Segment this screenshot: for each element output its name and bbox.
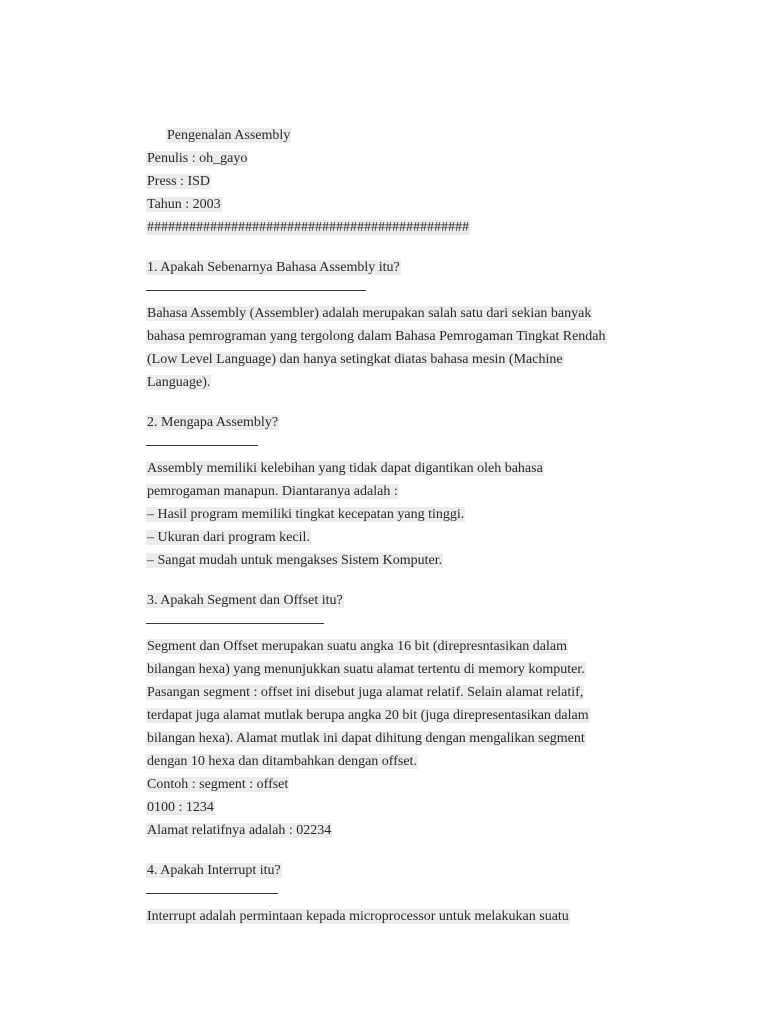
body-line bbox=[146, 905, 666, 928]
body-text: Pasangan segment : offset ini disebut juga alamat relatif. Selain alamat relatif, bbox=[147, 685, 584, 700]
body-line bbox=[146, 371, 666, 394]
press: Press : ISD bbox=[147, 174, 211, 189]
body-line bbox=[146, 681, 666, 704]
body-text: bahasa pemrograman yang tergolong dalam Bahasa Pemrogaman Tingkat Rendah bbox=[147, 329, 606, 344]
body-text: pemrogaman manapun. Diantaranya adalah : bbox=[147, 484, 398, 499]
body-text: (Low Level Language) dan hanya setingkat diatas bahasa mesin (Machine bbox=[147, 352, 563, 367]
section-gap bbox=[146, 394, 666, 411]
body-text: 0100 : 1234 bbox=[147, 800, 214, 815]
body-line bbox=[146, 750, 666, 773]
body-line bbox=[146, 503, 666, 526]
body-line bbox=[146, 302, 666, 325]
body-line bbox=[146, 704, 666, 727]
section-underline bbox=[146, 434, 666, 457]
body-text: Language). bbox=[147, 375, 211, 390]
body-line bbox=[146, 457, 666, 480]
body-text: Contoh : segment : offset bbox=[147, 777, 289, 792]
underline-stroke bbox=[146, 623, 324, 624]
underline-stroke bbox=[146, 893, 278, 894]
author: Penulis : oh_gayo bbox=[147, 151, 248, 166]
body-line bbox=[146, 727, 666, 750]
hash-divider: ############################################## bbox=[147, 220, 469, 235]
section-heading: 3. Apakah Segment dan Offset itu? bbox=[147, 593, 343, 608]
body-text: bilangan hexa). Alamat mutlak ini dapat dihitung dengan mengalikan segment bbox=[147, 731, 585, 746]
doc-title-line bbox=[146, 124, 666, 147]
document-page bbox=[146, 124, 666, 928]
sections-container bbox=[146, 239, 666, 928]
year-line bbox=[146, 193, 666, 216]
body-line bbox=[146, 635, 666, 658]
section-heading-line bbox=[146, 589, 666, 612]
body-line bbox=[146, 526, 666, 549]
section-underline bbox=[146, 612, 666, 635]
section-heading-line bbox=[146, 256, 666, 279]
press-line bbox=[146, 170, 666, 193]
section-gap bbox=[146, 842, 666, 859]
section-heading: 1. Apakah Sebenarnya Bahasa Assembly itu? bbox=[147, 260, 400, 275]
body-line bbox=[146, 480, 666, 503]
body-line bbox=[146, 658, 666, 681]
underline-stroke bbox=[146, 445, 258, 446]
body-line bbox=[146, 549, 666, 572]
body-line bbox=[146, 796, 666, 819]
body-text: Alamat relatifnya adalah : 02234 bbox=[147, 823, 332, 838]
body-text: – Ukuran dari program kecil. bbox=[147, 530, 310, 545]
body-line bbox=[146, 348, 666, 371]
section-gap bbox=[146, 572, 666, 589]
body-text: Interrupt adalah permintaan kepada microprocessor untuk melakukan suatu bbox=[147, 909, 569, 924]
body-text: terdapat juga alamat mutlak berupa angka 20 bit (juga direpresentasikan dalam bbox=[147, 708, 589, 723]
body-line bbox=[146, 773, 666, 796]
hash-divider-line bbox=[146, 216, 666, 239]
body-text: Bahasa Assembly (Assembler) adalah merupakan salah satu dari sekian banyak bbox=[147, 306, 592, 321]
body-text: dengan 10 hexa dan ditambahkan dengan offset. bbox=[147, 754, 417, 769]
body-text: Assembly memiliki kelebihan yang tidak dapat digantikan oleh bahasa bbox=[147, 461, 543, 476]
section-heading: 2. Mengapa Assembly? bbox=[147, 415, 279, 430]
body-text: Segment dan Offset merupakan suatu angka 16 bit (direpresntasikan dalam bbox=[147, 639, 568, 654]
underline-stroke bbox=[146, 290, 366, 291]
section-gap bbox=[146, 239, 666, 256]
section-underline bbox=[146, 279, 666, 302]
body-line bbox=[146, 819, 666, 842]
section-heading-line bbox=[146, 859, 666, 882]
section-heading: 4. Apakah Interrupt itu? bbox=[147, 863, 281, 878]
author-line bbox=[146, 147, 666, 170]
body-text: – Sangat mudah untuk mengakses Sistem Komputer. bbox=[147, 553, 443, 568]
body-text: bilangan hexa) yang menunjukkan suatu alamat tertentu di memory komputer. bbox=[147, 662, 585, 677]
doc-title: Pengenalan Assembly bbox=[167, 128, 291, 143]
body-line bbox=[146, 325, 666, 348]
section-heading-line bbox=[146, 411, 666, 434]
body-text: – Hasil program memiliki tingkat kecepatan yang tinggi. bbox=[147, 507, 465, 522]
year: Tahun : 2003 bbox=[147, 197, 221, 212]
section-underline bbox=[146, 882, 666, 905]
